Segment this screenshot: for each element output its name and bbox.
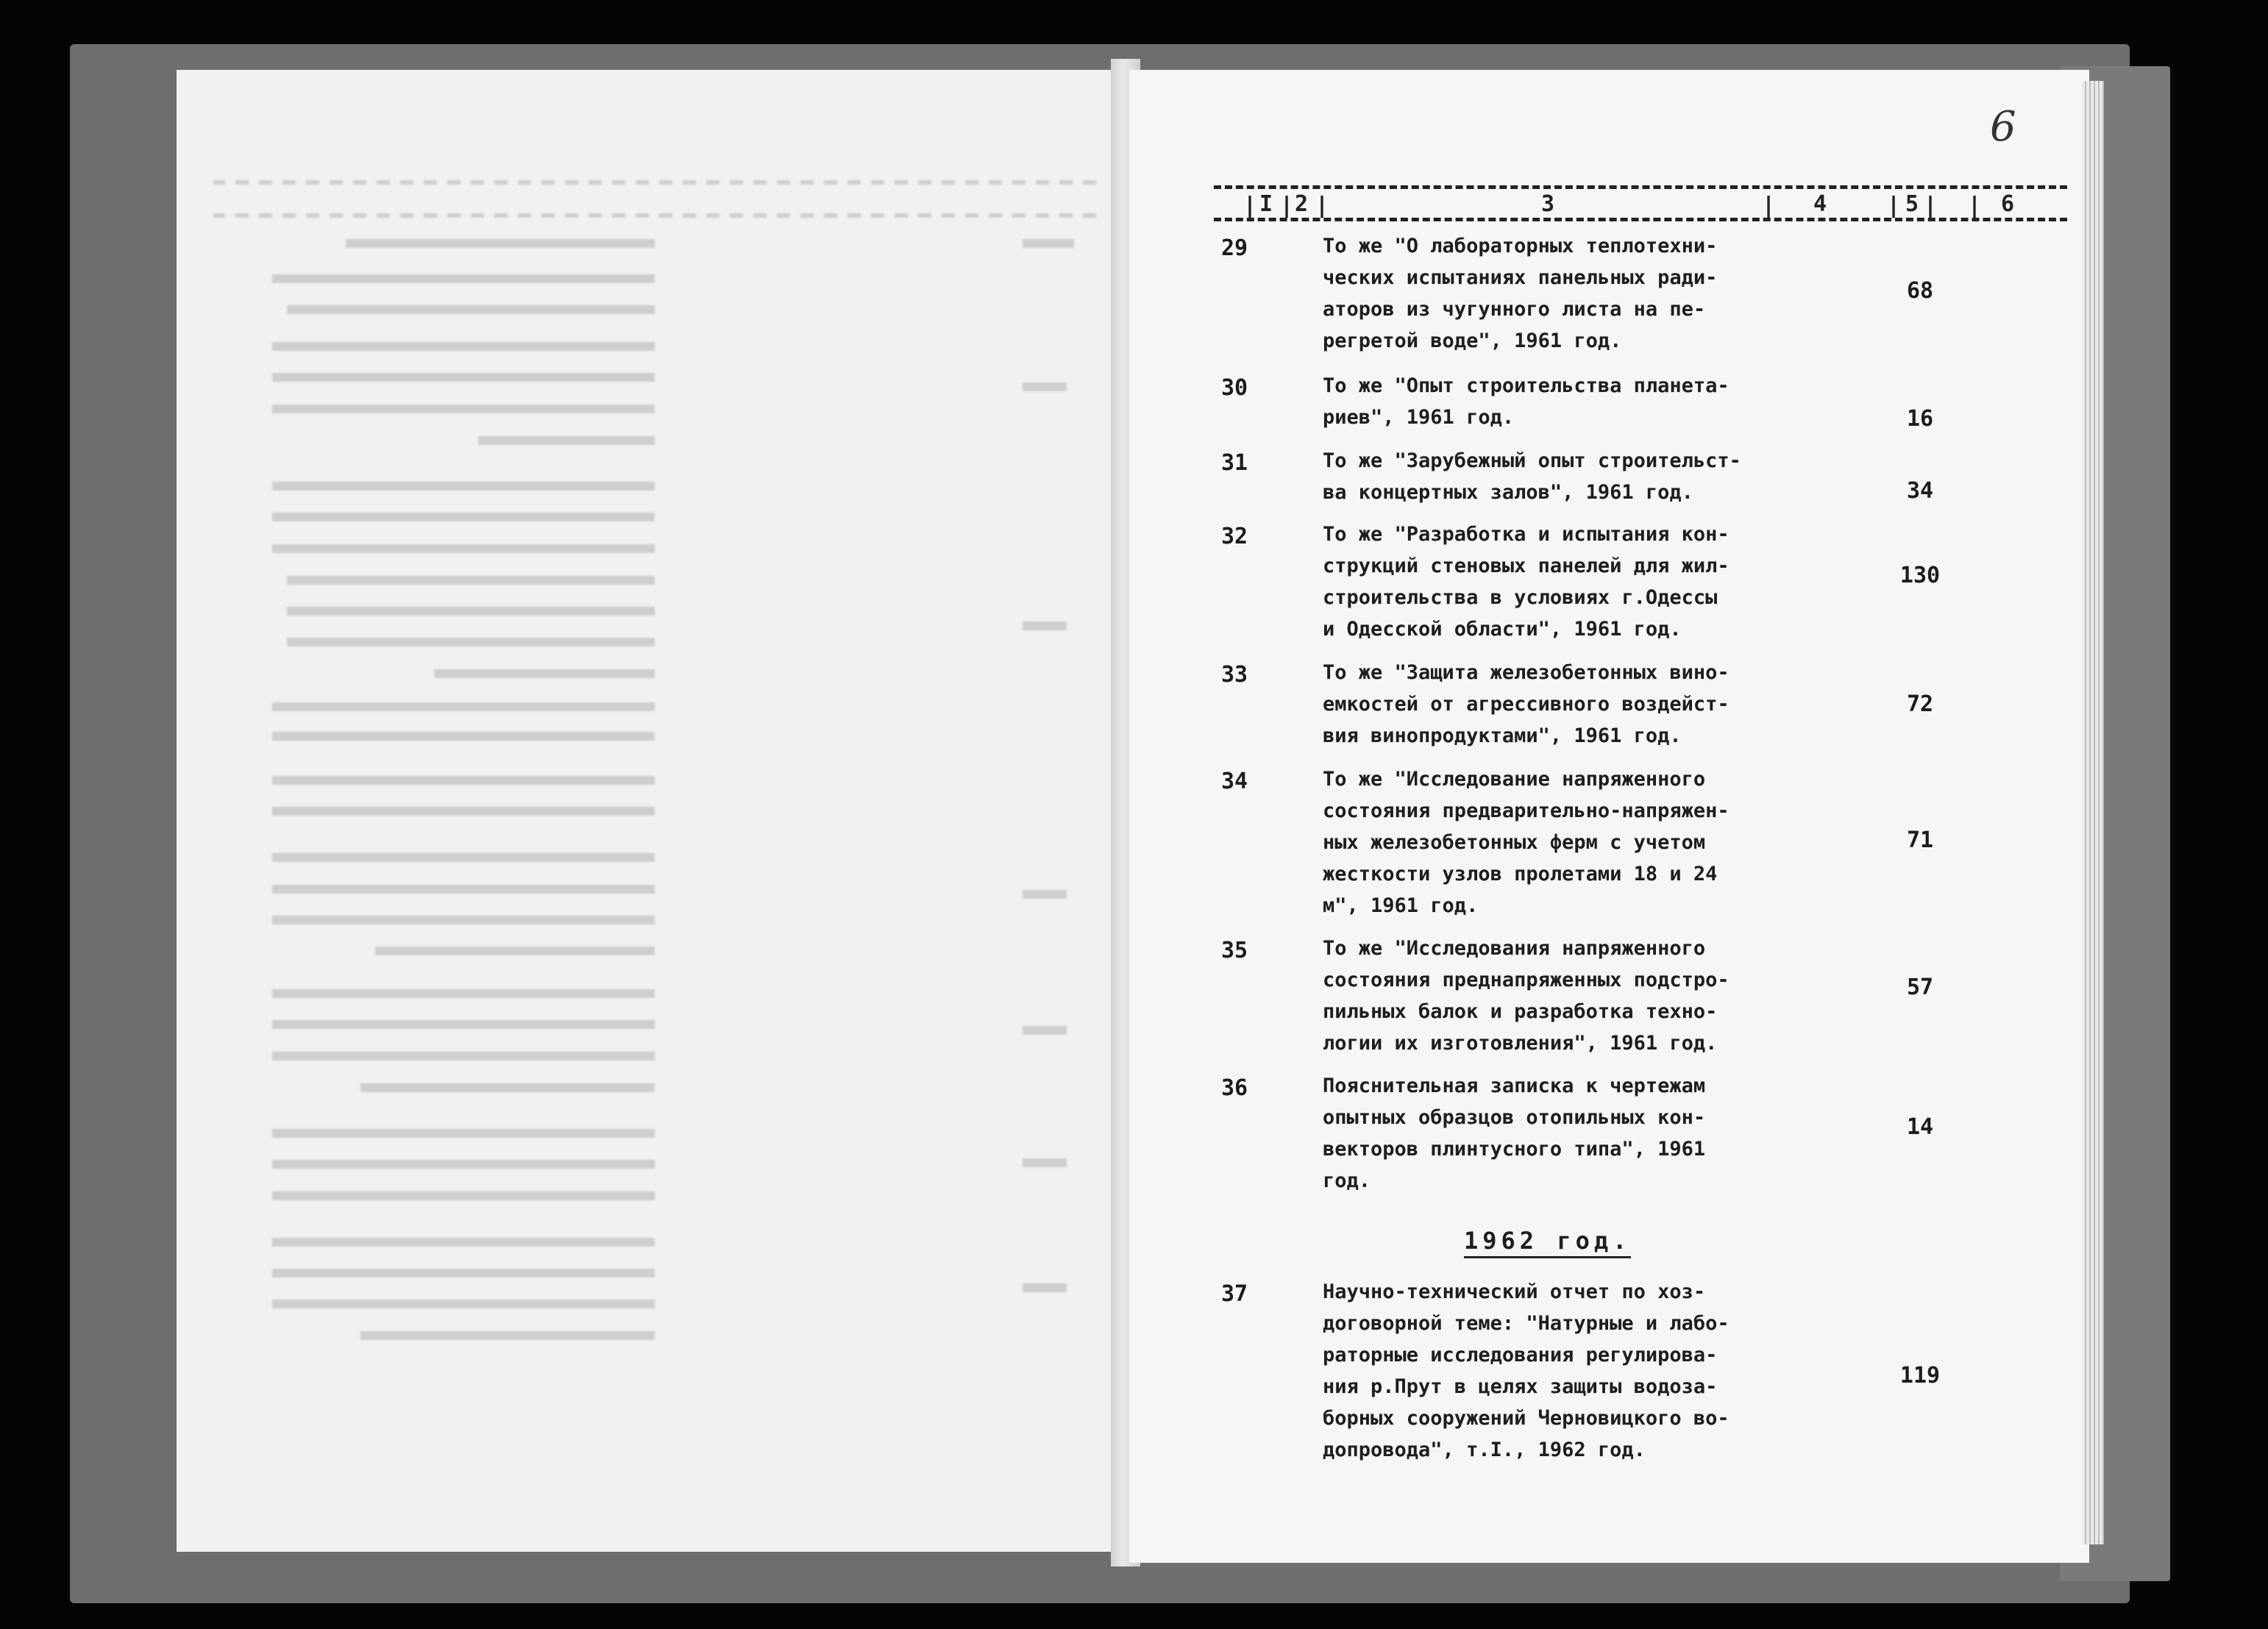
row-number: 32	[1221, 524, 1248, 549]
row-pages: 68	[1906, 278, 1934, 304]
row-number: 37	[1221, 1281, 1248, 1307]
page-edges	[2082, 81, 2104, 1544]
row-number: 29	[1221, 235, 1248, 261]
mirrored-text-bleed	[177, 70, 1126, 1552]
row-title: То же "Исследования напряженного состояния преднапряженных подстро- пильных балок и разработка техно- логии их изготовления", 1961 год.	[1323, 937, 1730, 1055]
header-col-1: I	[1259, 191, 1273, 217]
header-col-2: 2	[1295, 191, 1309, 217]
row-pages: 57	[1906, 974, 1934, 1000]
folio-number: 6	[1990, 103, 2016, 151]
header-rule-bottom	[1214, 218, 2067, 221]
header-col-6: 6	[2001, 191, 2015, 217]
header-col-3: 3	[1541, 191, 1555, 217]
year-heading: 1962 год.	[1464, 1227, 1631, 1258]
header-sep: |	[1968, 193, 1982, 218]
row-title: То же "О лабораторных теплотехни- ческих испытаниях панельных ради- аторов из чугунного листа на пе- регретой воде", 1961 год.	[1323, 235, 1718, 352]
row-pages: 130	[1899, 563, 1941, 588]
row-pages: 119	[1899, 1363, 1941, 1389]
row-title: Пояснительная записка к чертежам опытных образцов отопильных кон- векторов плинтусного типа", 1961 год.	[1323, 1074, 1706, 1192]
row-pages: 72	[1906, 691, 1934, 717]
row-number: 31	[1221, 450, 1248, 476]
row-title: То же "Защита железобетонных вино- емкостей от агрессивного воздейст- вия винопродуктами", 1961 год.	[1323, 661, 1730, 747]
row-title: То же "Опыт строительства планета- риев", 1961 год.	[1323, 374, 1730, 429]
header-sep: |	[1887, 193, 1901, 218]
header-sep: |	[1243, 193, 1257, 218]
row-number: 34	[1221, 769, 1248, 794]
header-rule-top	[1214, 185, 2067, 189]
row-title: Научно-технический отчет по хоз- договорной теме: "Натурные и лабо- раторные исследования регулирова- ния р.Прут в целях защиты водоза- борных сооружений Черновицкого во- допровода", т.I., 1962 год.	[1323, 1280, 1730, 1461]
row-pages: 14	[1906, 1114, 1934, 1140]
row-title: То же "Разработка и испытания кон- струкций стеновых панелей для жил- строительства в условиях г.Одессы и Одесской области", 1961 год.	[1323, 523, 1730, 641]
row-pages: 71	[1906, 827, 1934, 853]
header-sep: |	[1280, 193, 1294, 218]
row-number: 33	[1221, 662, 1248, 688]
row-pages: 16	[1906, 406, 1934, 432]
header-col-4: 4	[1813, 191, 1827, 217]
header-col-5: 5	[1905, 191, 1919, 217]
row-title: То же "Зарубежный опыт строительст- ва концертных залов", 1961 год.	[1323, 449, 1741, 504]
row-pages: 34	[1906, 478, 1934, 504]
header-sep: |	[1924, 193, 1938, 218]
row-number: 36	[1221, 1075, 1248, 1101]
row-number: 30	[1221, 375, 1248, 401]
header-sep: |	[1315, 193, 1329, 218]
header-sep: |	[1762, 193, 1776, 218]
row-number: 35	[1221, 938, 1248, 963]
left-page-bleedthrough	[177, 70, 1126, 1552]
row-title: То же "Исследование напряженного состояния предварительно-напряжен- ных железобетонных ферм с учетом жесткости узлов пролетами 18 и 24 м", 1961 год.	[1323, 768, 1730, 917]
